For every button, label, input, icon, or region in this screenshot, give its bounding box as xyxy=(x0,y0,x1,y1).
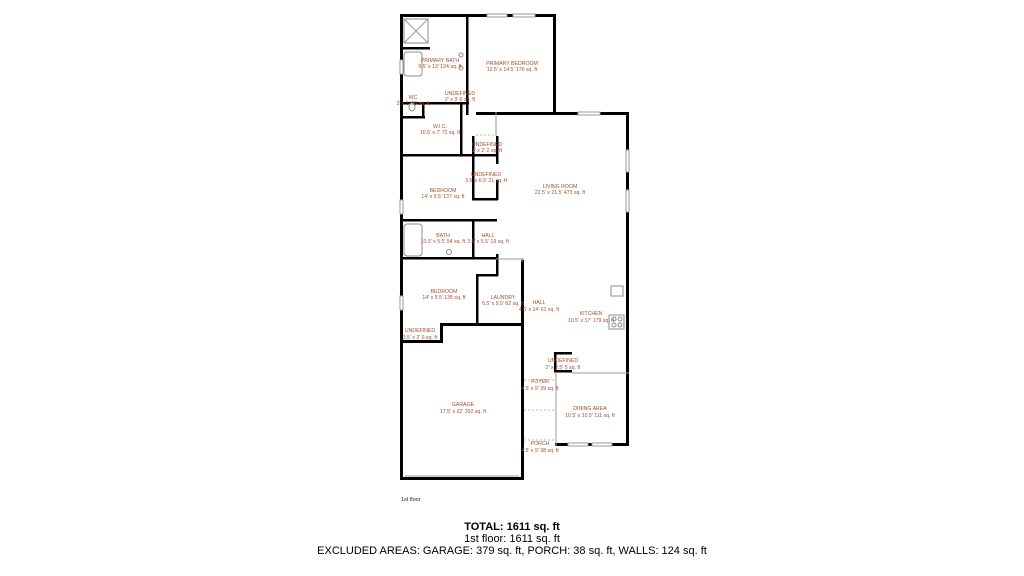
room-dims-undefined: 1' x 2' 2 sq. ft xyxy=(471,148,503,154)
room-dims-bath: 10.5' x 5.5' 54 sq. ft xyxy=(420,239,466,245)
room-dims-undefined: 2' x 3' 6 sq. ft xyxy=(444,97,476,103)
room-label-undefined: UNDEFINED xyxy=(471,142,503,148)
room-dims-wic: 10.5' x 7' 72 sq. ft xyxy=(419,130,461,136)
room-label-primary-bath: PRIMARY BATH xyxy=(420,58,460,64)
room-label-kitchen: KITCHEN xyxy=(579,311,603,317)
room-dims-hall: 3.5' x 5.5' 19 sq. ft xyxy=(467,239,509,245)
room-label-bedroom: BEDROOM xyxy=(430,289,458,295)
room-dims-garage: 17.5' x 22' 392 sq. ft xyxy=(439,409,487,415)
room-label-undefined: UNDEFINED xyxy=(444,91,476,97)
room-label-foyer: FOYER xyxy=(531,379,549,385)
room-label-hall: HALL xyxy=(532,300,546,306)
room-dims-foyer: 4.5' x 9' 39 sq. ft xyxy=(521,386,559,392)
room-dims-laundry: 6.5' x 9.5' 62 sq. ft xyxy=(482,301,524,307)
room-label-bath: BATH xyxy=(436,233,450,239)
room-label-dining-area: DINING AREA xyxy=(573,406,607,412)
room-label-primary-bedroom: PRIMARY BEDROOM xyxy=(486,61,538,67)
windows xyxy=(400,14,629,446)
room-dims-kitchen: 10.5' x 17' 179 sq. ft xyxy=(567,318,615,324)
room-label-bedroom: BEDROOM xyxy=(429,188,457,194)
room-labels xyxy=(396,58,615,454)
room-dims-dining-area: 10.5' x 10.5' 111 sq. ft xyxy=(565,413,615,419)
room-label-porch: PORCH xyxy=(530,441,550,447)
room-dims-bedroom: 14' x 9.5' 137 sq. ft xyxy=(421,194,465,200)
room-dims-undefined: 3.5' x 6.5' 21 sq. ft xyxy=(465,178,507,184)
floor-label: 1st floor xyxy=(401,497,421,503)
total-area: TOTAL: 1611 sq. ft xyxy=(464,521,560,533)
partitions xyxy=(476,112,629,446)
room-label-hall: HALL xyxy=(481,233,495,239)
room-label-living-room: LIVING ROOM xyxy=(542,184,578,190)
room-label-garage: GARAGE xyxy=(451,402,475,408)
room-dims-primary-bath: 9.5' x 13' 124 sq. ft xyxy=(418,64,462,70)
room-label-undefined: UNDEFINED xyxy=(404,328,436,334)
room-dims-porch: 4.5' x 9' 38 sq. ft xyxy=(521,448,559,454)
room-label-laundry: LAUNDRY xyxy=(490,295,516,301)
room-label-undefined: UNDEFINED xyxy=(470,172,502,178)
room-dims-bedroom: 14' x 9.5' 135 sq. ft xyxy=(422,295,466,301)
room-dims-living-room: 22.5' x 21.5' 473 sq. ft xyxy=(534,190,586,196)
room-dims-undefined: 2' x 2.5' 5 sq. ft xyxy=(545,365,581,371)
room-dims-hall: 4.5' x 14' 61 sq. ft xyxy=(518,307,560,313)
floor-area: 1st floor: 1611 sq. ft xyxy=(464,533,560,545)
room-label-undefined: UNDEFINED xyxy=(547,358,579,364)
excluded-areas: EXCLUDED AREAS: GARAGE: 379 sq. ft, PORCH: 38 sq. ft, WALLS: 124 sq. ft xyxy=(317,545,707,557)
room-label-wc: WC xyxy=(408,95,418,101)
room-dims-undefined: 3.5' x 2' 6 sq. ft xyxy=(402,335,438,341)
room-dims-primary-bedroom: 12.5' x 14.5' 176 sq. ft xyxy=(486,67,538,73)
room-label-wic: W.I.C. xyxy=(432,124,448,130)
room-dims-wc: 3' x 5' 18 sq. ft xyxy=(396,101,430,107)
